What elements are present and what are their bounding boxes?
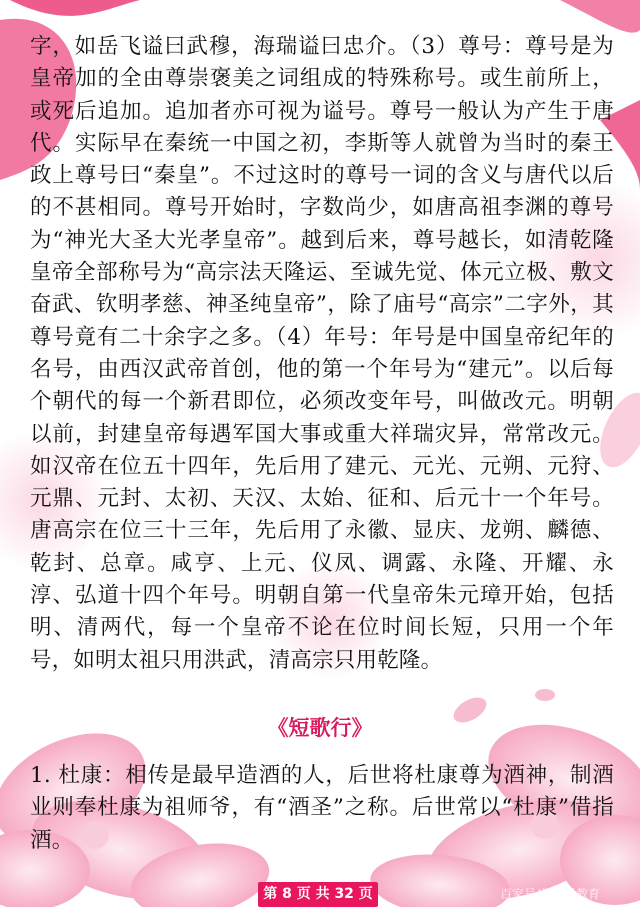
body-paragraph: 字，如岳飞谥曰武穆，海瑞谥曰忠介。（3）尊号：尊号是为皇帝加的全由尊崇褒美之词组成的特殊称号。或生前所上，或死后追加。追加者亦可视为谥号。尊号一般认为产生于唐代。实际早在秦统一中国之初，李斯等人就曾为当时的秦王政上尊号曰“秦皇”。不过这时的尊号一词的含义与唐代以后的不甚相同。尊号开始时，字数尚少，如唐高祖李渊的尊号为“神光大圣大光孝皇帝”。越到后来，尊号越长，如清乾隆皇帝全部称号为“高宗法天隆运、至诚先觉、体元立极、敷文奋武、钦明孝慈、神圣纯皇帝”，除了庙号“高宗”二字外，其尊号竟有二十余字之多。（4）年号：年号是中国皇帝纪年的名号，由西汉武帝首创，他的第一个年号为“建元”。以后每个朝代的每一个新君即位，必须改变年号，叫做改元。明朝以前，封建皇帝每遇军国大事或重大祥瑞灾异，常常改元。如汉帝在位五十四年，先后用了建元、元光、元朔、元狩、元鼎、元封、太初、天汉、太始、征和、后元十一个年号。唐高宗在位三十三年，先后用了永徽、显庆、龙朔、麟德、乾封、总章。咸亨、上元、仪凤、调露、永隆、开耀、永淳、弘道十四个年号。明朝自第一代皇帝朱元璋开始，包括明、清两代，每一个皇帝不论在位时间长短，只用一个年号，如明太祖只用洪武，清高宗只用乾隆。 (30, 34, 614, 673)
watermark-text: 百家号/学霸说教育 (500, 887, 601, 901)
page-number-badge: 第 8 页 共 32 页 (258, 882, 378, 907)
body-paragraph: 1. 杜康：相传是最早造酒的人，后世将杜康尊为酒神，制酒业则奉杜康为祖师爷，有“酒圣”之称。后世常以“杜康”借指酒。 (30, 763, 614, 853)
section-title: 《短歌行》 (267, 715, 373, 740)
